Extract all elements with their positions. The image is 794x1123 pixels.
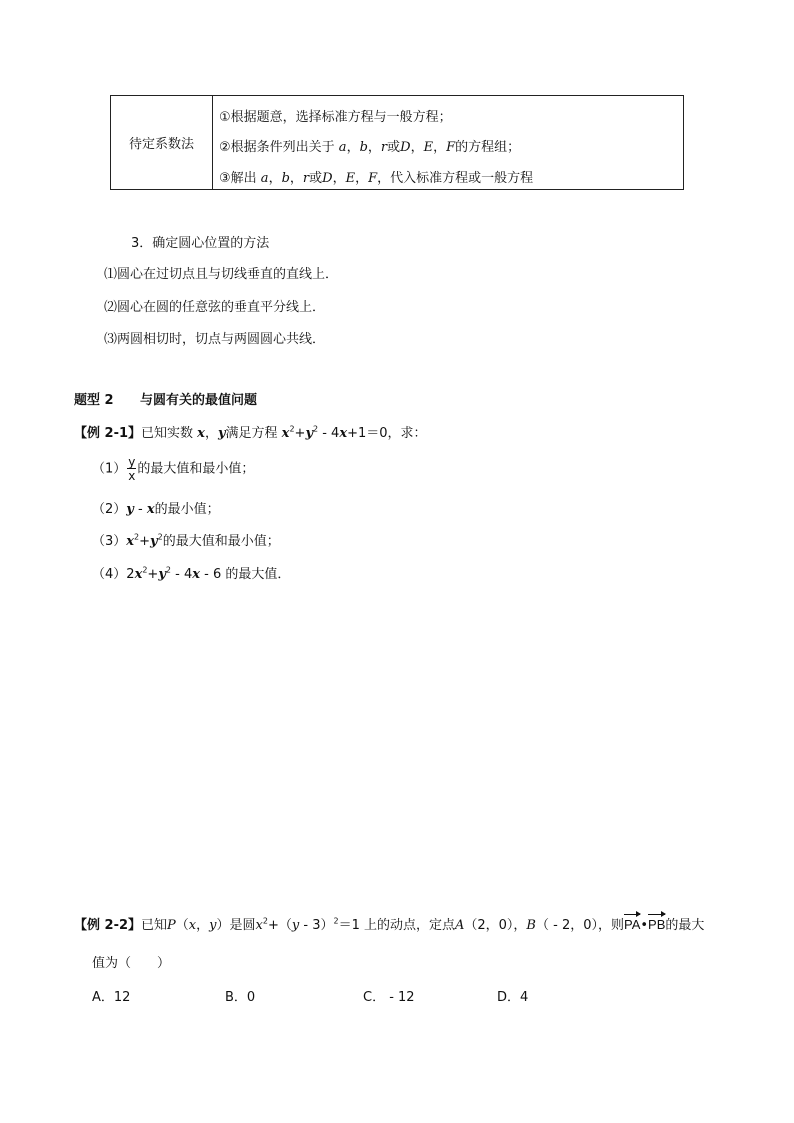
option-c: C． - 12: [363, 990, 415, 1005]
example-2-1-q3: $(3)x^2+y^2$的最大值和最小值；: [92, 532, 280, 549]
type-2-label: 题型 2: [74, 393, 114, 408]
option-d: D．4: [497, 990, 529, 1005]
example-2-1-stem: 【例 2-1】已知实数 x，y满足方程 $x^2+y^2 - 4x+1=0$，求：: [74, 424, 427, 441]
section-3-item-3: ⑶两圆相切时，切点与两圆圆心共线．: [104, 332, 326, 347]
method-step-3: ③解出 a，b，r或D，E，F，代入标准方程或一般方程: [219, 171, 534, 186]
method-label: 待定系数法: [111, 96, 213, 189]
vector-pa: PA: [624, 914, 640, 933]
example-2-2-line-2: 值为（ ）: [92, 956, 171, 971]
section-3-item-1: ⑴圆心在过切点且与切线垂直的直线上．: [104, 267, 339, 282]
type-2-title: 与圆有关的最值问题: [140, 393, 258, 408]
example-2-1-tag: 【例 2-1】: [74, 426, 142, 441]
section-3-heading: 3．确定圆心位置的方法: [131, 236, 270, 251]
vector-pb: PB: [648, 914, 665, 933]
example-2-1-q4: $(4)2x^2+y^2 - 4x - 6$ 的最大值．: [92, 565, 291, 582]
method-table: [110, 95, 684, 190]
section-3-item-2: ⑵圆心在圆的任意弦的垂直平分线上．: [104, 300, 326, 315]
example-2-2-tag: 【例 2-2】: [74, 918, 142, 933]
method-step-2: ②根据条件列出关于 a，b，r或D，E，F的方程组；: [219, 140, 521, 155]
example-2-1-q1: （1） $\frac{y}{x}$ 的最大值和最小值；: [92, 455, 255, 483]
y-over-x-fraction: $\frac{y}{x}$: [128, 455, 136, 483]
example-2-2-stem: 【例 2-2】已知P（x，y）是圆$x^2+(y - 3)^2=1$ 上的动点，定点A（2，0），B（ - 2，0），则 PA• PB的最大: [74, 914, 704, 933]
option-b: B．0: [225, 990, 256, 1005]
option-a: A．12: [92, 990, 131, 1005]
method-step-1: ①根据题意，选择标准方程与一般方程；: [219, 110, 452, 125]
example-2-1-q2: （2）y - x的最小值；: [92, 502, 220, 517]
